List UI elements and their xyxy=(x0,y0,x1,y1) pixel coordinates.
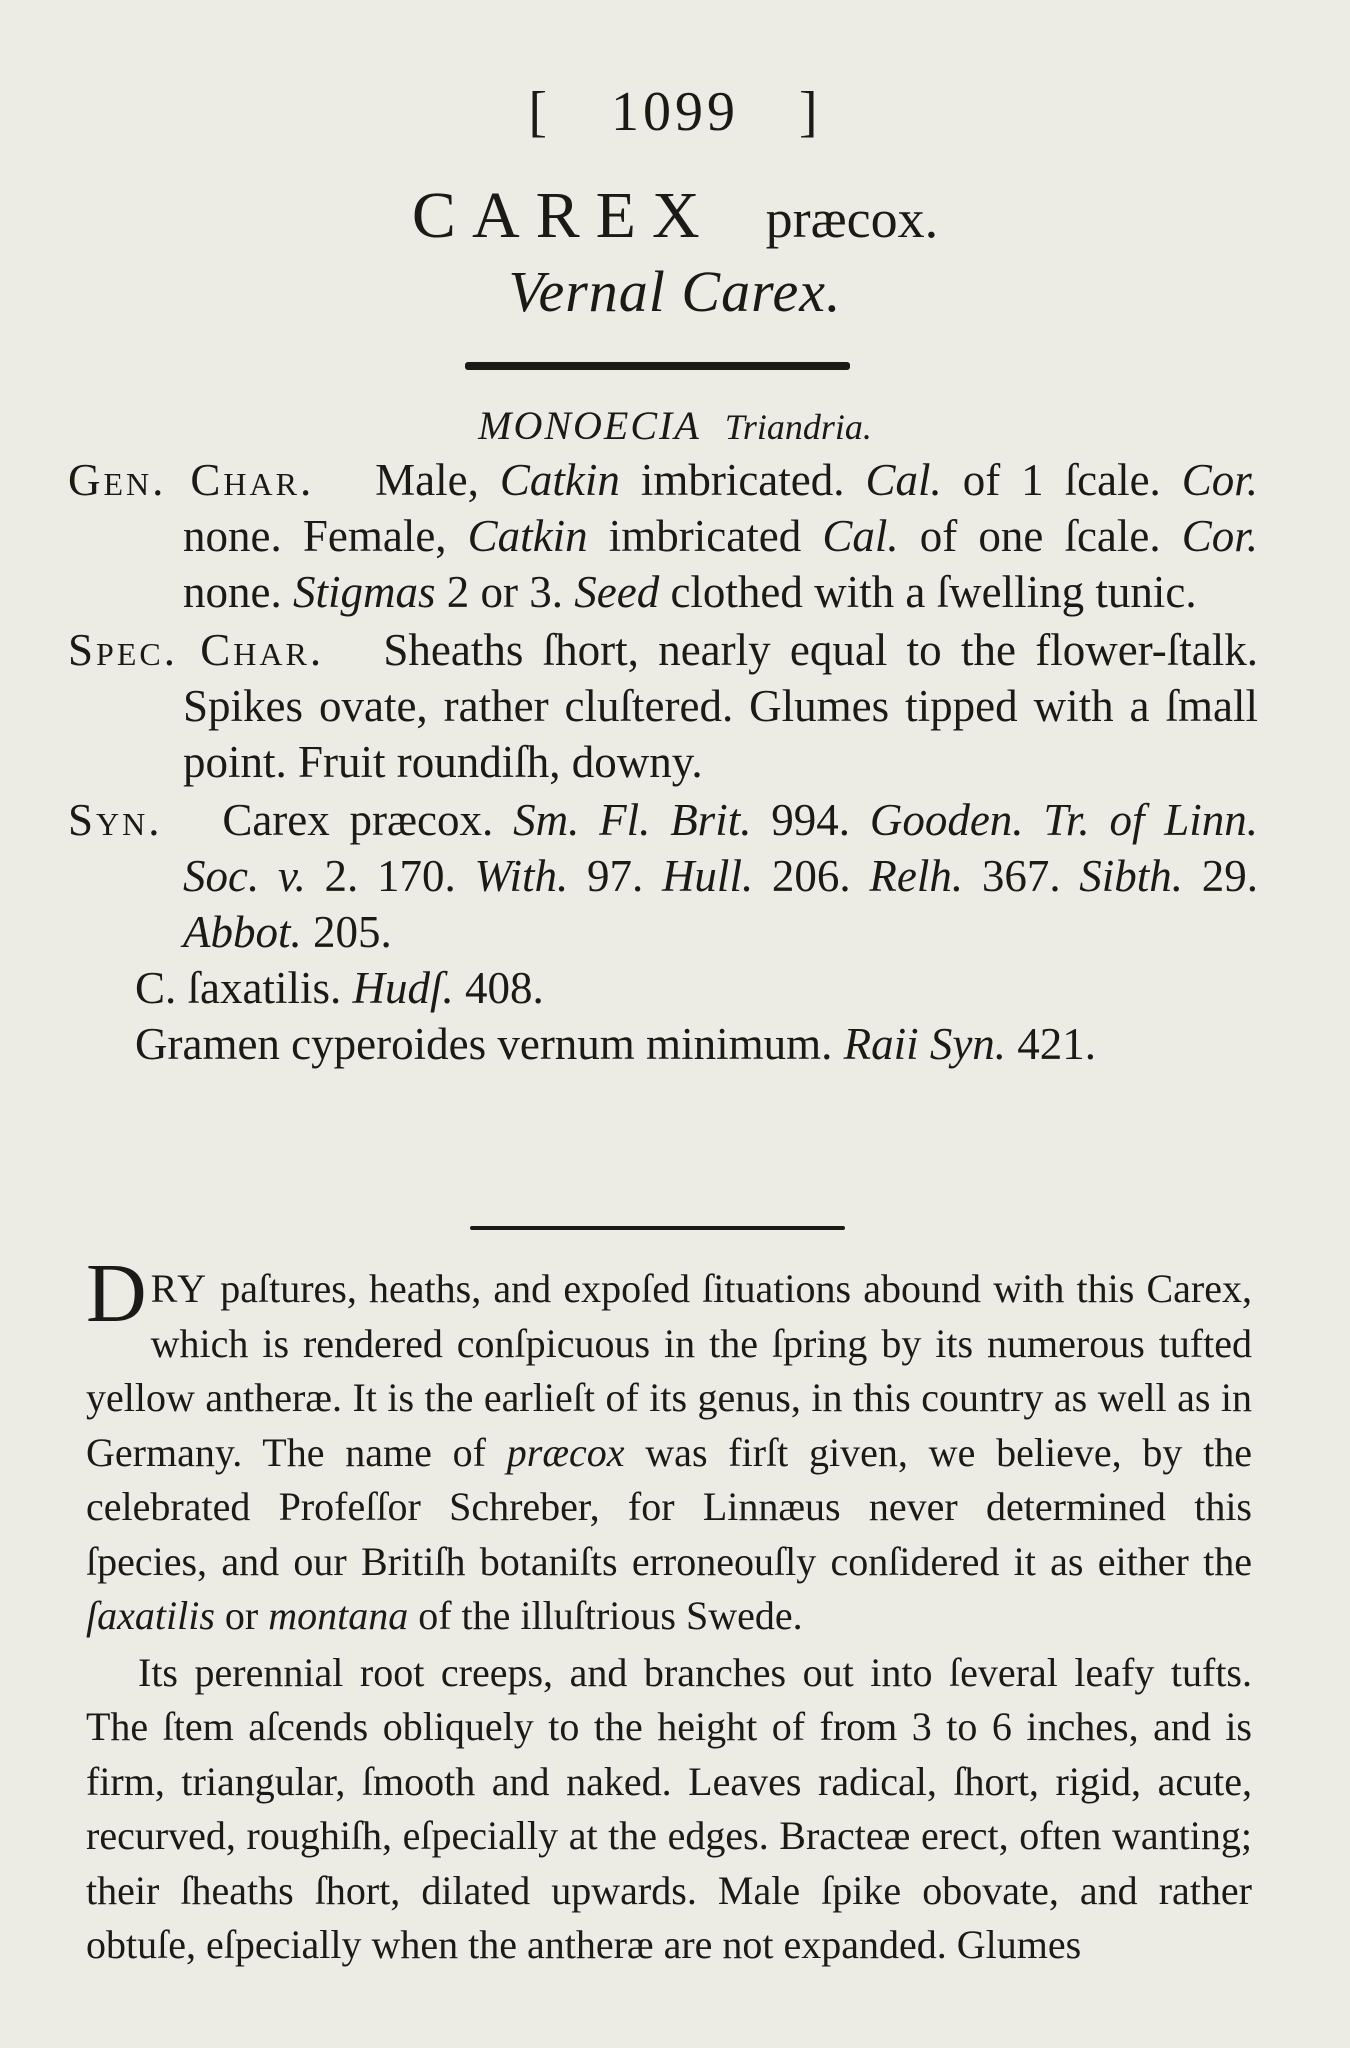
syn-text: 206. xyxy=(771,851,851,901)
page-number-value: 1099 xyxy=(611,81,739,143)
gen-char-text: none. Female, xyxy=(183,511,447,561)
gen-char-text: Male, xyxy=(375,455,479,505)
syn-ref: Hull. xyxy=(661,851,754,901)
description-body xyxy=(86,1247,1253,1975)
spec-char-label: Spec. Char. xyxy=(68,625,325,675)
syn-ref: Gooden. Tr. of Linn. Soc. v. xyxy=(183,795,1259,901)
gen-char-term: Cal. xyxy=(822,511,899,561)
gen-char-term: Cor. xyxy=(1181,511,1259,561)
generic-character xyxy=(68,452,1258,620)
gen-char-term: Seed xyxy=(574,567,660,617)
syn-ref: Relh. xyxy=(869,851,964,901)
spec-char-text: Sheaths ſhort, nearly equal to the flower-ſtalk. Spikes ovate, rather cluſtered. Glumes tipped with a ſmall point. Fruit roundiſh, downy. xyxy=(183,625,1258,787)
class-name: MONOECIA xyxy=(478,403,701,448)
gen-char-text: imbricated xyxy=(608,511,802,561)
genus-name: CAREX xyxy=(411,179,716,252)
gen-char-text: 2 or 3. xyxy=(446,567,563,617)
gen-char-text: of one ſcale. xyxy=(919,511,1161,561)
gen-char-text: clothed with a ſwelling tunic. xyxy=(670,567,1197,617)
bracket-close: ] xyxy=(799,81,822,143)
paragraph-text: paſtures, heaths, and expoſed ſituations abound with this Carex, which is rendered conſpicuous in the ſpring by its numerous tufted yellow antheræ. It is the earlieſt of its genus, in this country as well as in Germany. The name of xyxy=(86,1266,1253,1475)
syn-gramen xyxy=(68,1016,1258,1072)
gen-char-term: Stigmas xyxy=(292,567,436,617)
paragraph-term: montana xyxy=(268,1593,409,1638)
syn-text: 421. xyxy=(1017,1019,1097,1069)
syn-ref: Hudſ. xyxy=(352,963,454,1013)
paragraph-term: ſaxatilis xyxy=(86,1593,215,1638)
gen-char-term: Cal. xyxy=(865,455,942,505)
paragraph-text: was firſt given, we believe, by the celebrated Profeſſor Schreber, for Linnæus never determined this ſpecies, and our Britiſh botaniſts erroneouſly conſidered it as either the xyxy=(86,1429,1253,1584)
syn-text: 408. xyxy=(465,963,544,1013)
syn-text: Carex præcox. xyxy=(222,795,494,845)
opening-caps: RY xyxy=(150,1266,209,1311)
gen-char-text: of 1 ſcale. xyxy=(962,455,1161,505)
common-name: Vernal Carex. xyxy=(508,259,842,324)
characters-section xyxy=(68,452,1258,1074)
syn-ref: With. xyxy=(474,851,569,901)
paragraph-habitat xyxy=(86,1247,1253,1644)
paragraph-description: Its perennial root creeps, and branches out into ſeveral leafy tufts. The ſtem aſcends obliquely to the height of from 3 to 6 inches, and is firm, triangular, ſmooth and naked. Leaves radical, ſhort, rigid, acute, recurved, roughiſh, eſpecially at the edges. Bracteæ erect, often wanting; their ſheaths ſhort, dilated upwards. Male ſpike obovate, and rather obtuſe, eſpecially when the antheræ are not expanded. Glumes xyxy=(86,1649,1252,1967)
page-number xyxy=(0,80,1350,144)
syn-text: 205. xyxy=(313,907,392,957)
syn-text: 994. xyxy=(771,795,851,845)
syn-label: Syn. xyxy=(68,795,163,845)
syn-saxatilis xyxy=(68,960,1258,1016)
top-divider xyxy=(465,362,850,370)
gen-char-text: imbricated. xyxy=(640,455,845,505)
gen-char-text: none. xyxy=(183,567,282,617)
syn-text: Gramen cyperoides vernum minimum. xyxy=(135,1019,833,1069)
bracket-open: [ xyxy=(528,81,551,143)
syn-ref: Sm. Fl. Brit. xyxy=(513,795,752,845)
middle-divider xyxy=(470,1226,845,1230)
syn-text: C. ſaxatilis. xyxy=(135,963,342,1013)
order-name: Triandria. xyxy=(724,407,872,447)
gen-char-term: Catkin xyxy=(499,455,620,505)
syn-ref: Sibth. xyxy=(1079,851,1184,901)
gen-char-label: Gen. Char. xyxy=(68,455,315,505)
drop-cap: D xyxy=(86,1247,147,1340)
gen-char-term: Catkin xyxy=(467,511,588,561)
species-name: præcox. xyxy=(765,189,939,249)
species-title xyxy=(0,178,1350,254)
paragraph-text: of the illuſtrious Swede. xyxy=(418,1593,803,1638)
syn-text: 29. xyxy=(1201,851,1259,901)
classification xyxy=(0,402,1350,449)
syn-ref: Raii Syn. xyxy=(843,1019,1007,1069)
synonymy xyxy=(68,792,1258,1072)
paragraph-text: or xyxy=(224,1593,259,1638)
syn-ref: Abbot. xyxy=(183,907,302,957)
specific-character xyxy=(68,622,1258,790)
syn-text: 97. xyxy=(586,851,644,901)
syn-text: 2. 170. xyxy=(324,851,456,901)
gen-char-term: Cor. xyxy=(1181,455,1259,505)
syn-text: 367. xyxy=(981,851,1061,901)
paragraph-term: præcox xyxy=(506,1429,625,1475)
